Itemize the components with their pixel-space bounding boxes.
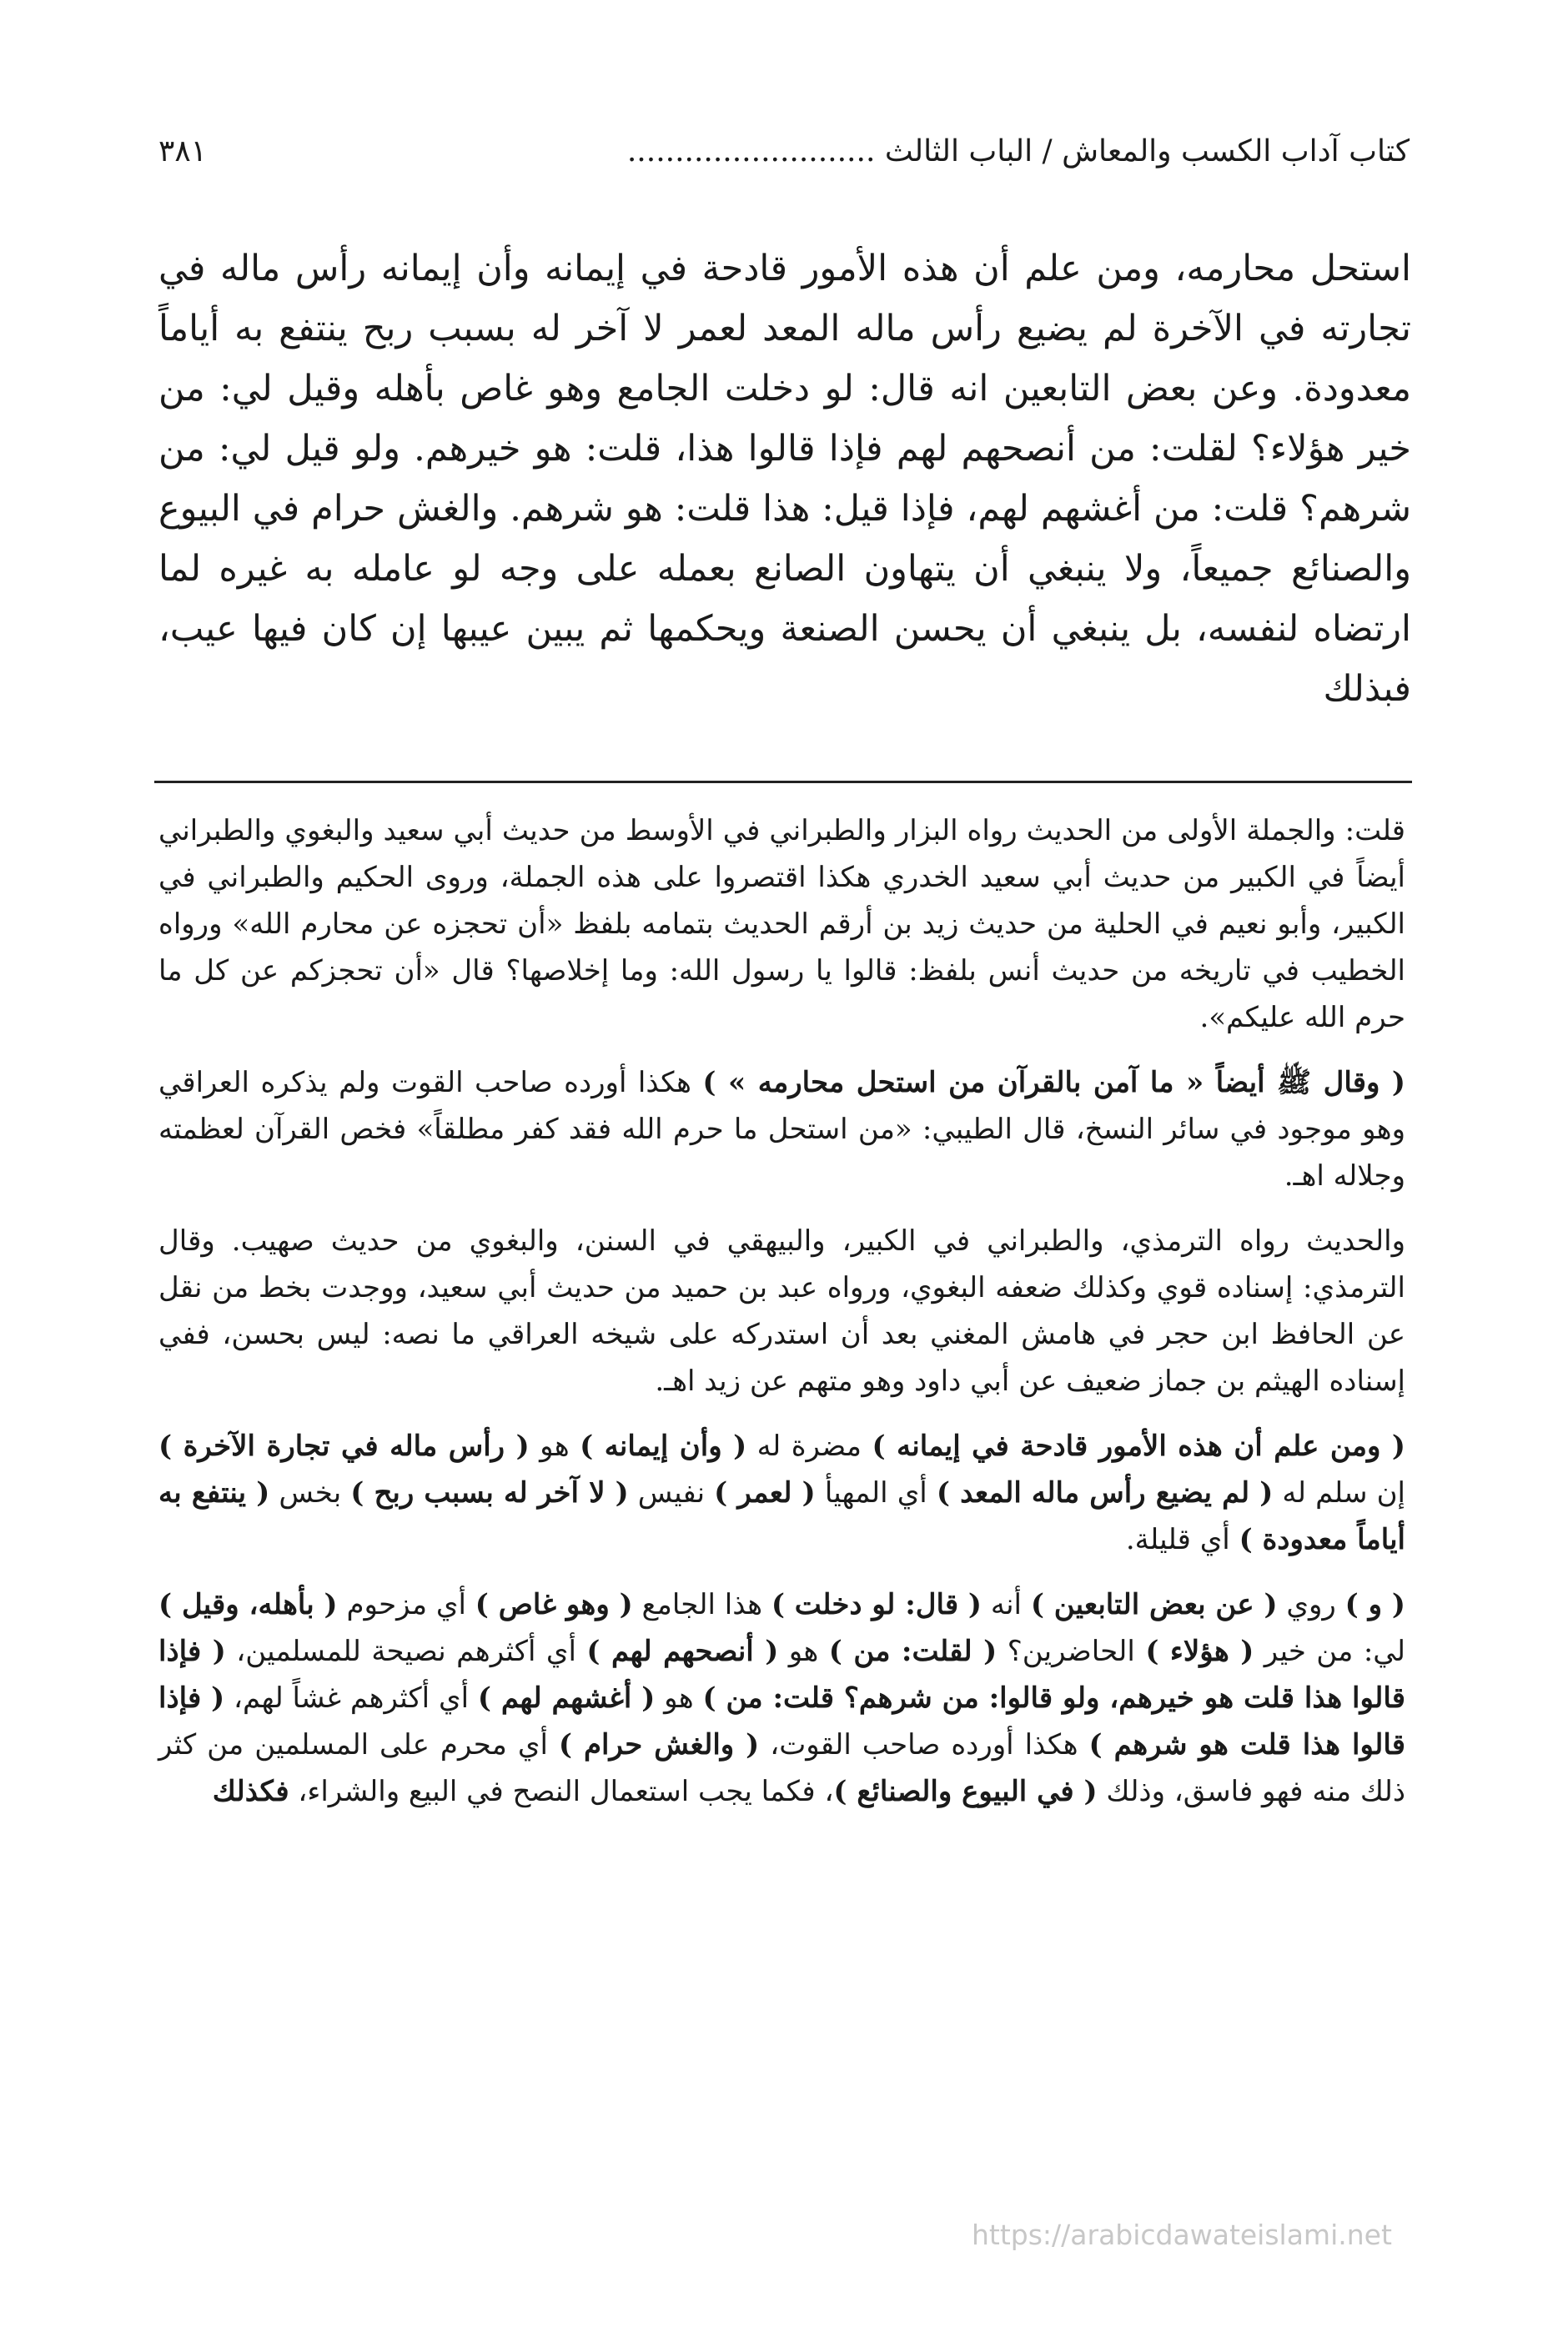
main-text-block bbox=[158, 239, 1411, 719]
commentary-paragraph-5 bbox=[158, 1581, 1405, 1815]
matn-quote: ( لقلت: من ) bbox=[828, 1635, 998, 1668]
commentary-text: روي bbox=[1277, 1588, 1345, 1621]
commentary-text: أنه bbox=[982, 1588, 1031, 1621]
commentary-text: أي أكثرهم نصيحة للمسلمين، bbox=[225, 1635, 587, 1668]
commentary-paragraph-1: قلت: والجملة الأولى من الحديث رواه البزار والطبراني في الأوسط من حديث أبي سعيد والبغوي والطبراني أيضاً في الكبير من حديث أبي سعيد الخدري هكذا اقتصروا على هذه الجملة، وروى الحكيم والطبراني في الكبير، وأبو نعيم في الحلية من حديث زيد بن أرقم الحديث بتمامه بلفظ «أن تحجزه عن محارم الله» ورواه الخطيب في تاريخه من حديث أنس بلفظ: قالوا يا رسول الله: وما إخلاصها؟ قال «أن تحجزكم عن كل ما حرم الله عليكم». bbox=[158, 814, 1405, 1034]
commentary-text: نفيس bbox=[628, 1476, 715, 1510]
footnote-divider bbox=[154, 781, 1412, 783]
matn-quote: ( عن بعض التابعين ) bbox=[1030, 1588, 1278, 1621]
commentary-text: مضرة له bbox=[746, 1430, 872, 1463]
commentary-text: إن سلم له bbox=[1273, 1476, 1405, 1510]
commentary-paragraph-3: والحديث رواه الترمذي، والطبراني في الكبير، والبيهقي في السنن، والبغوي من حديث صهيب. وقال الترمذي: إسناده قوي وكذلك ضعفه البغوي، ورواه عبد بن حميد من حديث أبي سعيد، ووجدت بخط من نقل عن الحافظ ابن حجر في هامش المغني بعد أن استدركه على شيخه العراقي ما نصه: ليس بحسن، ففي إسناده الهيثم بن جماز ضعيف عن أبي داود وهو متهم عن زيد اهـ. bbox=[158, 1224, 1406, 1398]
matn-quote: ( والغش حرام ) bbox=[558, 1728, 760, 1762]
matn-quote: ( ينتفع به أياماً معدودة ) bbox=[158, 1476, 1405, 1556]
commentary-text: أي قليلة. bbox=[1125, 1523, 1239, 1556]
commentary-text: بخس bbox=[269, 1476, 351, 1510]
main-text-paragraph: استحل محارمه، ومن علم أن هذه الأمور قادحة في إيمانه وأن إيمانه رأس ماله في تجارته في الآخرة لم يضيع رأس ماله المعد لعمر لا آخر له بسبب ربح ينتفع به أياماً معدودة. وعن بعض التابعين انه قال: لو دخلت الجامع وهو غاص بأهله وقيل لي: من خير هؤلاء؟ لقلت: من أنصحهم لهم فإذا قالوا هذا، قلت: هو خيرهم. ولو قيل لي: من شرهم؟ قلت: من أغشهم لهم، فإذا قيل: هذا قلت: هو شرهم. والغش حرام في البيوع والصنائع جميعاً، ولا ينبغي أن يتهاون الصانع بعمله على وجه لو عامله به غيره لما ارتضاه لنفسه، بل ينبغي أن يحسن الصنعة ويحكمها ثم يبين عيبها إن كان فيها عيب، فبذلك bbox=[158, 248, 1411, 710]
matn-quote: ( وقال ﷺ أيضاً « ما آمن بالقرآن من استحل محارمه » ) bbox=[702, 1066, 1405, 1099]
commentary-text: أي محرم على المسلمين من كثر ذلك منه فهو فاسق، وذلك bbox=[158, 1728, 1405, 1808]
commentary-text: لي: من خير bbox=[1254, 1635, 1406, 1668]
running-header-title: كتاب آداب الكسب والمعاش / الباب الثالث .......................... bbox=[626, 134, 1410, 168]
running-header bbox=[158, 125, 1410, 178]
matn-quote: ( لا آخر له بسبب ربح ) bbox=[350, 1476, 629, 1510]
commentary-paragraph-4 bbox=[158, 1423, 1405, 1563]
commentary-text: هو bbox=[529, 1430, 580, 1463]
commentary-paragraph-2 bbox=[158, 1059, 1405, 1199]
commentary-text: هو bbox=[778, 1635, 829, 1668]
matn-quote: ( هؤلاء ) bbox=[1145, 1635, 1254, 1668]
matn-quote: ( في البيوع والصنائع ) bbox=[833, 1775, 1098, 1808]
matn-quote: ( قال: لو دخلت ) bbox=[771, 1588, 983, 1621]
matn-quote: فكذلك bbox=[212, 1775, 289, 1808]
commentary-text: هذا الجامع bbox=[632, 1588, 771, 1621]
matn-quote: ( أنصحهم لهم ) bbox=[586, 1635, 779, 1668]
commentary-text: الحاضرين؟ bbox=[997, 1635, 1146, 1668]
commentary-text: أي مزحوم bbox=[337, 1588, 475, 1621]
matn-quote: ( وأن إيمانه ) bbox=[580, 1430, 747, 1463]
commentary-text: هكذا أورده صاحب القوت ولم يذكره العراقي وهو موجود في سائر النسخ، قال الطيبي: «من استحل ما حرم الله فقد كفر مطلقاً» فخص القرآن لعظمته وجلاله اهـ. bbox=[158, 1066, 1405, 1193]
page-number: ٣٨١ bbox=[158, 134, 208, 168]
website-watermark: https://arabicdawateislami.net bbox=[972, 2219, 1392, 2251]
matn-quote: ( ومن علم أن هذه الأمور قادحة في إيمانه ) bbox=[872, 1430, 1406, 1463]
matn-quote: ( و ) bbox=[1344, 1588, 1405, 1621]
matn-quote: ( لعمر ) bbox=[714, 1476, 816, 1510]
commentary-text: هكذا أورده صاحب القوت، bbox=[759, 1728, 1089, 1762]
commentary-text: أي المهيأ bbox=[815, 1476, 937, 1510]
matn-quote: ( رأس ماله في تجارة الآخرة ) bbox=[158, 1430, 530, 1463]
matn-quote: ( لم يضيع رأس ماله المعد ) bbox=[936, 1476, 1274, 1510]
matn-quote: ( فإذا قالوا هذا قلت هو شرهم ) bbox=[158, 1681, 1406, 1762]
commentary-text: ، فكما يجب استعمال النصح في البيع والشراء، bbox=[289, 1775, 834, 1808]
matn-quote: ( أغشهم لهم ) bbox=[477, 1681, 656, 1715]
commentary-text: هو bbox=[655, 1681, 703, 1715]
matn-quote: ( وهو غاص ) bbox=[475, 1588, 633, 1621]
commentary-text: أي أكثرهم غشاً لهم، bbox=[224, 1681, 478, 1715]
matn-quote: ( فإذا قالوا هذا قلت هو خيرهم، ولو قالوا: من شرهم؟ قلت: من ) bbox=[158, 1635, 1406, 1715]
commentary-block bbox=[158, 807, 1405, 1815]
matn-quote: ( بأهله، وقيل ) bbox=[158, 1588, 338, 1621]
